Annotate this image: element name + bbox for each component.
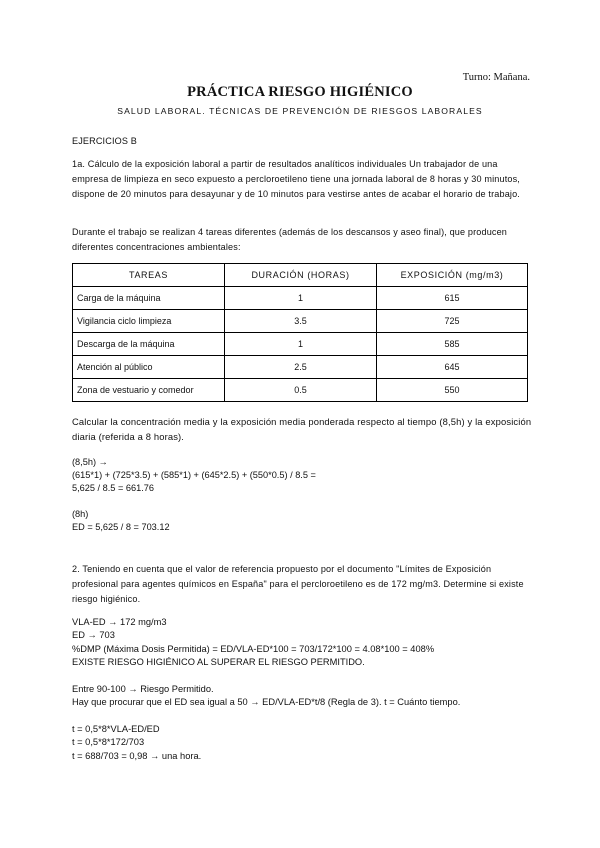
- duration-cell: 2.5: [225, 356, 377, 379]
- header-tasks: TAREAS: [73, 264, 225, 287]
- formula-line: ED → 703: [72, 630, 115, 641]
- exposure-cell: 725: [377, 310, 528, 333]
- task-cell: Atención al público: [73, 356, 225, 379]
- table-row: [73, 287, 528, 310]
- table-intro: Durante el trabajo se realizan 4 tareas diferentes (además de los descansos y aseo final), que producen diferentes concentraciones ambientales:: [72, 227, 508, 252]
- formula-line: Hay que procurar que el ED sea igual a 50 → ED/VLA-ED*t/8 (Regla de 3). t = Cuánto tiempo.: [72, 697, 461, 708]
- formula-line: t = 0,5*8*VLA-ED/ED: [72, 724, 160, 734]
- header-duration: DURACIÓN (HORAS): [225, 264, 377, 287]
- formula-time: [72, 723, 201, 763]
- document-title: PRÁCTICA RIESGO HIGIÉNICO: [187, 84, 413, 100]
- duration-cell: 3.5: [225, 310, 377, 333]
- formula-line: EXISTE RIESGO HIGIÉNICO AL SUPERAR EL RIESGO PERMITIDO.: [72, 656, 365, 667]
- task-cell: Descarga de la máquina: [73, 333, 225, 356]
- exposure-cell: 585: [377, 333, 528, 356]
- table-header-row: [73, 264, 528, 287]
- document-subtitle: SALUD LABORAL. TÉCNICAS DE PREVENCIÓN DE RIESGOS LABORALES: [117, 106, 483, 116]
- table-row: [73, 356, 528, 379]
- formula-line: (8h): [72, 509, 89, 519]
- formula-line: %DMP (Máxima Dosis Permitida) = ED/VLA-ED*100 = 703/172*100 = 4.08*100 = 408%: [72, 643, 435, 654]
- formula-permitted: [72, 683, 460, 710]
- header-exposure: EXPOSICIÓN (mg/m3): [377, 264, 528, 287]
- formula-line: Entre 90-100 → Riesgo Permitido.: [72, 684, 214, 694]
- formula-line: 5,625 / 8.5 = 661.76: [72, 483, 154, 493]
- table-row: [73, 379, 528, 402]
- formula-line: t = 0,5*8*172/703: [72, 737, 145, 748]
- formula-daily-exposure: [72, 508, 170, 534]
- question-1: 1a. Cálculo de la exposición laboral a partir de resultados analíticos individuales Un trabajador de una empresa de limpieza en seco expuesto a percloroetileno tiene una jornada laboral de 8 horas y 30 minutos, dispone de 20 minutos para desayunar y de 10 minutos para vestirse antes de acabar el horario de trabajo.: [72, 159, 520, 199]
- formula-line: ED = 5,625 / 8 = 703.12: [72, 522, 170, 532]
- table-row: [73, 310, 528, 333]
- exposure-cell: 645: [377, 356, 528, 379]
- formula-dmp: [72, 616, 434, 669]
- formula-line: (615*1) + (725*3.5) + (585*1) + (645*2.5) + (550*0.5) / 8.5 =: [72, 470, 316, 480]
- question-2: 2. Teniendo en cuenta que el valor de referencia propuesto por el documento "Límites de Exposición profesional para agentes químicos en España" para el percloroetileno es de 172 mg/m3. Determine si existe riesgo higiénico.: [72, 564, 524, 604]
- exposure-cell: 550: [377, 379, 528, 402]
- exposure-cell: 615: [377, 287, 528, 310]
- formula-weighted-average: [72, 456, 316, 495]
- duration-cell: 1: [225, 333, 377, 356]
- duration-cell: 1: [225, 287, 377, 310]
- calculation-prompt: Calcular la concentración media y la exposición media ponderada respecto al tiempo (8,5h) y la exposición diaria (referida a 8 horas).: [72, 416, 532, 442]
- table-row: [73, 333, 528, 356]
- duration-cell: 0.5: [225, 379, 377, 402]
- formula-line: t = 688/703 = 0,98 → una hora.: [72, 750, 202, 761]
- formula-line: VLA-ED → 172 mg/m3: [72, 617, 167, 627]
- task-cell: Zona de vestuario y comedor: [73, 379, 225, 402]
- formula-line: (8,5h) →: [72, 457, 108, 467]
- tasks-table: [72, 263, 528, 402]
- shift-label: Turno: Mañana.: [462, 72, 530, 83]
- section-title: EJERCICIOS B: [72, 136, 137, 146]
- task-cell: Vigilancia ciclo limpieza: [73, 310, 225, 333]
- task-cell: Carga de la máquina: [73, 287, 225, 310]
